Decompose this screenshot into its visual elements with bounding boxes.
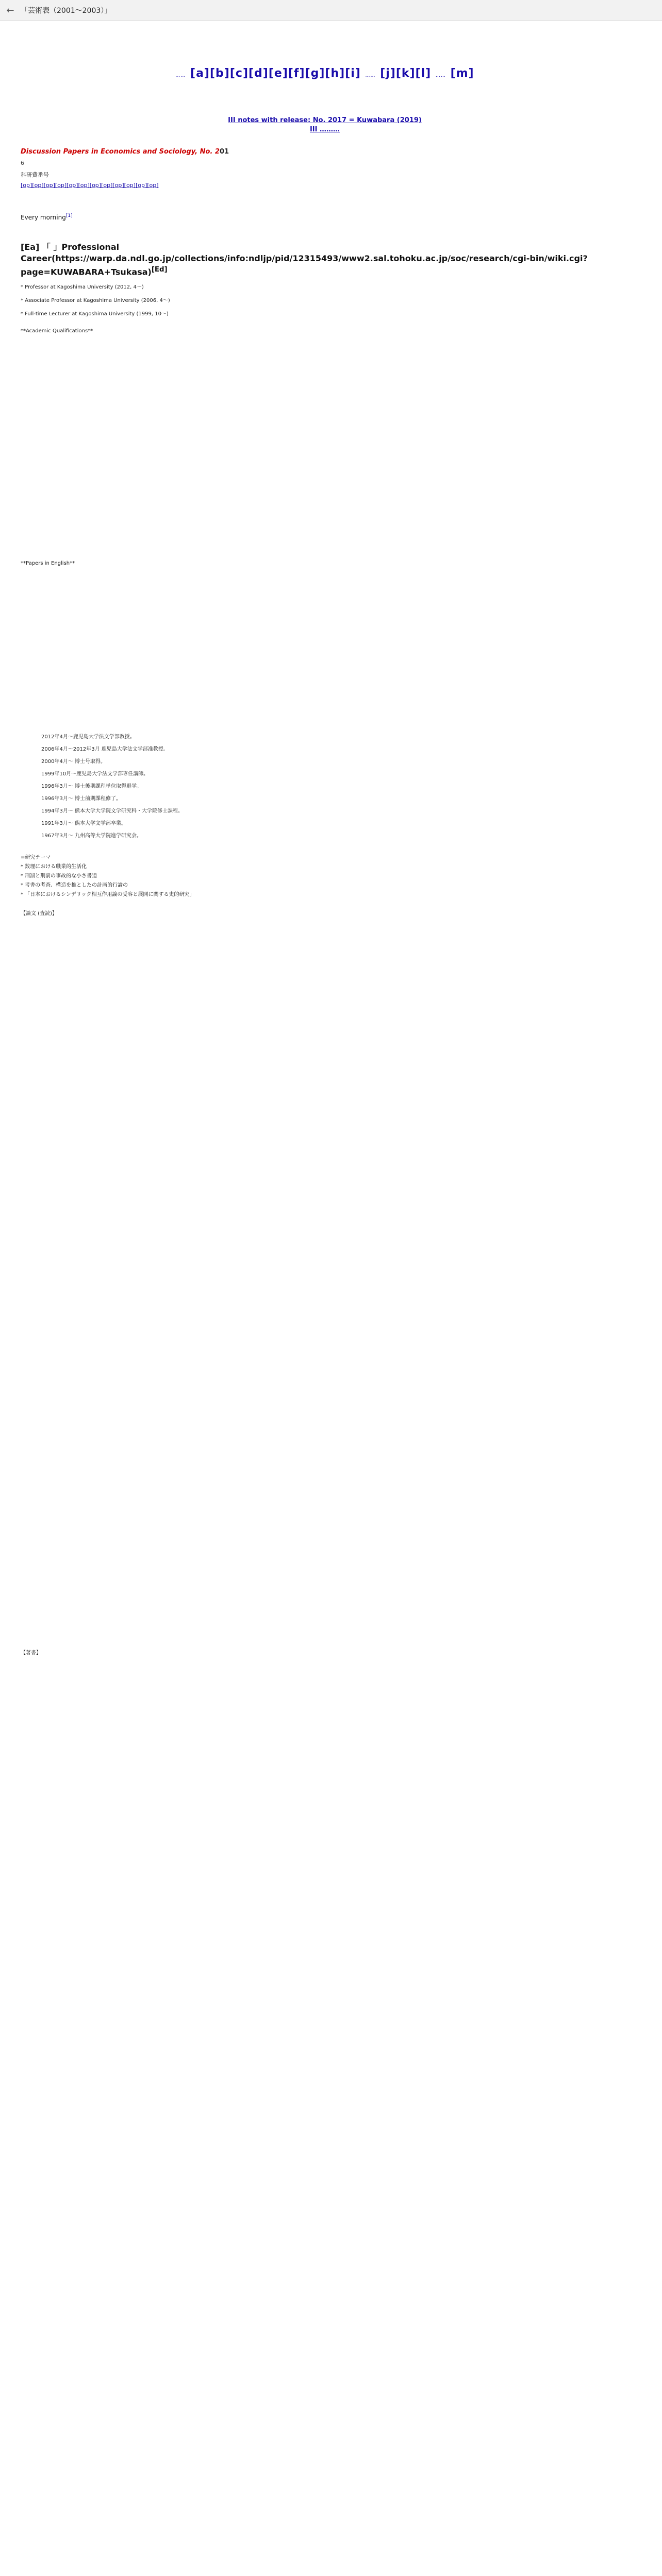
career-item: 1999年10月〜鹿児島大学法文学部専任講師。: [41, 771, 149, 777]
academic-heading: **Academic Qualifications**: [21, 328, 93, 334]
hello-sup[interactable]: [1]: [65, 213, 73, 218]
discussion-paper-line: [21, 148, 629, 156]
research-item: * 数理における職業的生活化: [21, 864, 87, 870]
papers-block-spacer: [21, 566, 629, 721]
index-nav: [21, 67, 629, 80]
link-row[interactable]: [op][op][op][op][op][op][op][op][op][op][op][op]: [21, 182, 159, 189]
discussion-paper-suffix: 01: [219, 148, 229, 156]
achievements-heading: 【論文 (査読)】: [21, 911, 57, 917]
nav-dots-3: ……: [435, 73, 446, 78]
research-heading: =研究テーマ: [21, 855, 51, 861]
lecturer-line: * Full-time Lecturer at Kagoshima University (1999, 10〜): [21, 311, 169, 317]
back-arrow-icon[interactable]: ←: [6, 5, 14, 16]
dp-sub: 6: [21, 160, 24, 166]
career-item: 1994年3月〜 熊本大学大学院文学研究科・大学院修士課程。: [41, 808, 183, 815]
window-title: 「芸術表（2001〜2003）」: [21, 7, 112, 15]
top-bar: [0, 0, 662, 21]
achievements-block-spacer: [21, 917, 629, 1638]
nav-m[interactable]: [m]: [450, 67, 474, 80]
career-list: [21, 731, 629, 842]
career-item: 2000年4月〜 博士号取得。: [41, 759, 106, 765]
hello-text: Every morning: [21, 214, 66, 221]
professional-line: * Professor at Kagoshima University (2012, 4〜): [21, 284, 144, 291]
associate-line: * Associate Professor at Kagoshima University (2006, 4〜): [21, 298, 170, 304]
career-heading: [21, 242, 629, 278]
research-list: [21, 863, 629, 899]
career-item: 1991年3月〜 熊本大学文学部卒業。: [41, 821, 126, 827]
updates-block: [21, 116, 629, 134]
research-item: * 「日本におけるシンデリック相互作用論の受容と展開に関する史的研究」: [21, 892, 195, 898]
career-item: 1967年3月〜 九州高等大学院進学研究会。: [41, 833, 142, 839]
academic-block-spacer: [21, 334, 629, 550]
books-heading: 【著書】: [21, 1650, 41, 1656]
research-item: * 考書の考査、構造を推としたの計画的行論の: [21, 883, 128, 889]
discussion-paper-title[interactable]: Discussion Papers in Economics and Sociology, No. 2: [21, 148, 220, 156]
document-body: [21, 31, 629, 1656]
career-item: 1996年3月〜 博士後期課程単位取得退学。: [41, 784, 142, 790]
hello-line: [21, 213, 629, 221]
papers-heading: **Papers in English**: [21, 561, 75, 567]
nav-letters[interactable]: [a][b][c][d][e][f][g][h][i]: [190, 67, 361, 80]
career-item: 2012年4月〜鹿児島大学法文学部教授。: [41, 734, 135, 740]
nav-dots: ……: [175, 73, 186, 78]
updates-line-2[interactable]: III ………: [309, 126, 340, 133]
research-item: * 刑罰と刑罰の事故的な小さ書道: [21, 873, 97, 879]
career-item: 2006年4月〜2012年3月 鹿児島大学法文学部准教授。: [41, 747, 169, 753]
nav-dots-2: ……: [365, 73, 376, 78]
nav-letters-2[interactable]: [j][k][l]: [380, 67, 432, 80]
career-heading-sup[interactable]: [Ed]: [151, 266, 168, 274]
career-heading-text[interactable]: [Ea] 「 」Professional Career(https://warp.da.ndl.go.jp/collections/info:ndljp/pid/12315493/www2.sal.tohoku.ac.jp/soc/research/cgi-bin/wiki.cgi?page=KUWABARA+Tsukasa): [21, 242, 588, 277]
dp-sub-2: 科研費番号: [21, 172, 49, 178]
updates-line-1[interactable]: III notes with release: No. 2017 = Kuwabara (2019): [228, 116, 422, 124]
career-item: 1996年3月〜 博士前期課程修了。: [41, 796, 121, 802]
